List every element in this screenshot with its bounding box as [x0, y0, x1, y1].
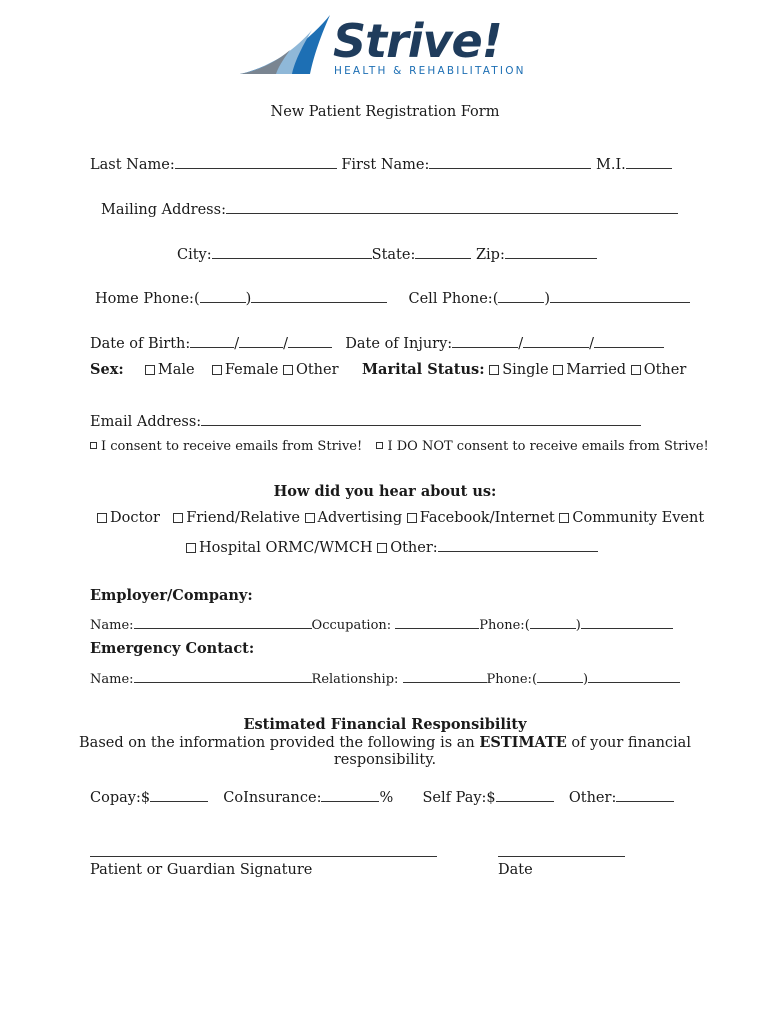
selfpay-label: Self Pay:$: [422, 790, 496, 806]
financial-text-line1: [0, 734, 770, 751]
option-label: Facebook/Internet: [419, 510, 555, 526]
checkbox-icon[interactable]: [212, 365, 222, 375]
last-name-field[interactable]: [175, 154, 337, 169]
phone-row: [95, 288, 690, 307]
injury-year-field[interactable]: [594, 333, 664, 348]
strive-logo: [238, 12, 528, 82]
copay-field[interactable]: [150, 787, 208, 802]
cell-phone-field[interactable]: [550, 288, 690, 303]
marital-option-married[interactable]: [553, 362, 626, 378]
checkbox-icon[interactable]: [376, 442, 383, 449]
signature-label: Patient or Guardian Signature: [90, 862, 313, 878]
other-payment-field[interactable]: [616, 787, 674, 802]
consent-no-option[interactable]: [376, 439, 708, 454]
checkbox-icon[interactable]: [559, 513, 569, 523]
checkbox-icon[interactable]: [631, 365, 641, 375]
relationship-field[interactable]: [403, 668, 487, 683]
selfpay-field[interactable]: [496, 787, 554, 802]
checkbox-icon[interactable]: [283, 365, 293, 375]
slash: /: [518, 336, 524, 352]
option-label: Other: [295, 362, 339, 378]
checkbox-icon[interactable]: [145, 365, 155, 375]
injury-day-field[interactable]: [523, 333, 589, 348]
checkbox-icon[interactable]: [489, 365, 499, 375]
option-label: Community Event: [572, 510, 705, 526]
state-field[interactable]: [415, 244, 471, 259]
zip-label: Zip:: [475, 247, 505, 263]
date-label: Date: [498, 862, 533, 878]
emergency-title: Emergency Contact:: [90, 640, 255, 657]
option-label: Married: [566, 362, 627, 378]
mailing-address-label: Mailing Address:: [101, 202, 226, 218]
sex-label: Sex:: [90, 361, 124, 378]
cell-phone-label: Cell Phone:(: [408, 291, 499, 307]
form-title: New Patient Registration Form: [270, 104, 500, 120]
payment-row: [90, 787, 674, 806]
consent-yes-label: I consent to receive emails from Strive!: [101, 439, 363, 454]
other-payment-label: Other:: [568, 790, 617, 806]
checkbox-icon[interactable]: [377, 543, 387, 553]
marital-status-label: Marital Status:: [362, 361, 485, 378]
home-area-code-field[interactable]: [200, 288, 246, 303]
last-name-label: Last Name:: [90, 157, 175, 173]
hear-about-title: How did you hear about us:: [273, 483, 497, 500]
email-field[interactable]: [201, 411, 641, 426]
employer-name-field[interactable]: [134, 614, 312, 629]
hear-option-other[interactable]: [377, 540, 437, 556]
hear-row-2: [186, 537, 598, 556]
dob-month-field[interactable]: [190, 333, 234, 348]
option-label: Single: [502, 362, 549, 378]
consent-no-label: I DO NOT consent to receive emails from Strive!: [387, 439, 709, 454]
consent-row: [90, 439, 709, 454]
hear-option-community[interactable]: [559, 510, 704, 526]
sex-option-male[interactable]: [145, 362, 195, 378]
emergency-phone-label: Phone:(: [486, 672, 538, 687]
hear-option-facebook[interactable]: [407, 510, 555, 526]
first-name-label: First Name:: [341, 157, 430, 173]
dob-year-field[interactable]: [288, 333, 332, 348]
first-name-field[interactable]: [429, 154, 591, 169]
employer-area-code-field[interactable]: [530, 614, 576, 629]
checkbox-icon[interactable]: [305, 513, 315, 523]
hear-option-friend[interactable]: [173, 510, 300, 526]
emergency-name-field[interactable]: [134, 668, 312, 683]
option-label: Friend/Relative: [186, 510, 300, 526]
employer-phone-field[interactable]: [581, 614, 673, 629]
employer-phone-label: Phone:(: [479, 618, 530, 633]
name-row: [90, 154, 672, 173]
occupation-field[interactable]: [395, 614, 479, 629]
relationship-label: Relationship:: [311, 672, 399, 687]
hear-row-1: [97, 510, 704, 526]
sail-logo-mark: [238, 12, 338, 78]
logo-brand: Strive!: [333, 14, 502, 68]
dates-row: [90, 333, 664, 352]
employer-title: Employer/Company:: [90, 587, 253, 604]
financial-text: Based on the information provided the following is an: [79, 735, 480, 751]
sex-option-other[interactable]: [283, 362, 339, 378]
paren-close: ): [575, 618, 581, 633]
sex-row: [90, 361, 339, 378]
consent-yes-option[interactable]: [90, 439, 362, 454]
paren-close: ): [583, 672, 589, 687]
checkbox-icon[interactable]: [186, 543, 196, 553]
financial-title: Estimated Financial Responsibility: [243, 716, 527, 733]
marital-option-other[interactable]: [631, 362, 687, 378]
city-row: [177, 244, 597, 263]
emergency-name-label: Name:: [90, 672, 134, 687]
option-label: Male: [157, 362, 195, 378]
employer-row: [90, 614, 673, 633]
emergency-row: [90, 668, 680, 687]
hear-other-field[interactable]: [438, 537, 598, 552]
date-line[interactable]: [498, 856, 625, 857]
hear-option-doctor[interactable]: [97, 510, 160, 526]
copay-label: Copay:$: [90, 790, 151, 806]
option-label: Other:: [390, 540, 438, 556]
financial-text: of your financial: [566, 735, 691, 751]
checkbox-icon[interactable]: [407, 513, 417, 523]
emergency-area-code-field[interactable]: [537, 668, 583, 683]
injury-label: Date of Injury:: [345, 336, 453, 352]
paren-close: ): [245, 291, 252, 307]
zip-field[interactable]: [505, 244, 597, 259]
checkbox-icon[interactable]: [553, 365, 563, 375]
option-label: Doctor: [110, 510, 160, 526]
mailing-address-field[interactable]: [226, 199, 678, 214]
marital-row: [362, 361, 686, 378]
slash: /: [589, 336, 594, 352]
coinsurance-field[interactable]: [321, 787, 379, 802]
logo-tagline: HEALTH & REHABILITATION: [334, 65, 526, 77]
sex-option-female[interactable]: [212, 362, 278, 378]
city-label: City:: [177, 247, 212, 263]
state-label: State:: [371, 247, 416, 263]
email-label: Email Address:: [90, 414, 202, 430]
occupation-label: Occupation:: [311, 618, 392, 633]
hear-option-advertising[interactable]: [305, 510, 403, 526]
option-label: Advertising: [317, 510, 403, 526]
hear-option-hospital[interactable]: [186, 540, 373, 556]
cell-area-code-field[interactable]: [498, 288, 544, 303]
employer-name-label: Name:: [90, 618, 134, 633]
checkbox-icon[interactable]: [97, 513, 107, 523]
option-label: Hospital ORMC/WMCH: [199, 540, 373, 556]
injury-month-field[interactable]: [452, 333, 518, 348]
signature-line[interactable]: [90, 856, 437, 857]
paren-close: ): [544, 291, 551, 307]
financial-text-line2: responsibility.: [333, 752, 437, 768]
email-row: [90, 411, 641, 430]
mailing-row: [101, 199, 678, 218]
home-phone-field[interactable]: [251, 288, 387, 303]
option-label: Female: [224, 362, 279, 378]
percent-sign: %: [379, 790, 394, 806]
checkbox-icon[interactable]: [90, 442, 97, 449]
home-phone-label: Home Phone:(: [95, 291, 200, 307]
coinsurance-label: CoInsurance:: [223, 790, 322, 806]
slash: /: [234, 336, 240, 352]
mi-label: M.I.: [595, 157, 626, 173]
option-label: Other: [643, 362, 687, 378]
emergency-phone-field[interactable]: [588, 668, 680, 683]
estimate-word: ESTIMATE: [479, 734, 567, 751]
mi-field[interactable]: [626, 154, 672, 169]
dob-label: Date of Birth:: [90, 336, 191, 352]
dob-day-field[interactable]: [239, 333, 283, 348]
city-field[interactable]: [212, 244, 372, 259]
checkbox-icon[interactable]: [173, 513, 183, 523]
marital-option-single[interactable]: [489, 362, 548, 378]
slash: /: [283, 336, 289, 352]
